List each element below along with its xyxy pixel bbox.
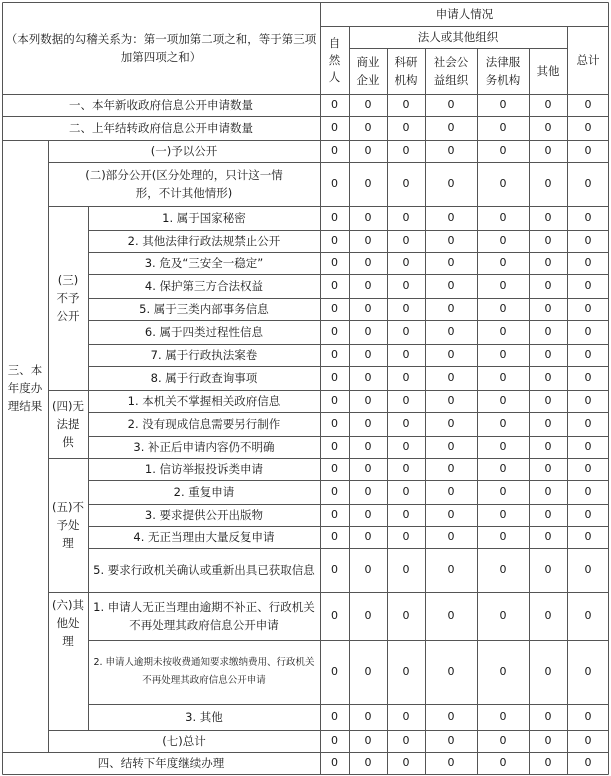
row-not-disclosed-7-value-5: 0 [544,348,552,361]
row-partial-disclosure-value-0: 0 [331,177,338,190]
row-not-disclosed-8-value-3: 0 [447,371,455,384]
row-other-1-value-3: 0 [447,609,455,622]
row-not-disclosed-4-value-3: 0 [447,279,455,292]
item-not-disclosed-2: 2. 其他法律行政法规禁止公开 [127,234,281,248]
row-not-disclosed-7-value-2: 0 [402,348,410,361]
row-not-processed-5-value-5: 0 [544,563,552,576]
item-not-processed-4: 4. 无正当理由大量反复申请 [133,530,275,544]
row-new-applications-value-3: 0 [447,98,455,111]
item-unable-1: 1. 本机关不掌握相关政府信息 [127,394,281,408]
row-not-disclosed-1-value-5: 0 [544,211,552,224]
row-not-processed-2-value-6: 0 [584,485,592,498]
row-not-disclosed-4-value-2: 0 [402,279,410,292]
row-full-disclosure-value-2: 0 [402,144,410,157]
row-carry-forward-value-2: 0 [402,756,410,769]
row-not-disclosed-4-value-6: 0 [584,279,592,292]
row-not-processed-4-value-4: 0 [499,530,507,543]
item-unable-2: 2. 没有现成信息需要另行制作 [127,417,281,431]
row-new-applications-value-5: 0 [544,98,552,111]
row-unable-2-value-4: 0 [499,417,507,430]
row-not-processed-3-value-0: 0 [331,508,338,521]
row-not-disclosed-6-value-3: 0 [447,325,455,338]
row-not-processed-2-value-0: 0 [331,485,338,498]
row-unable-3-value-4: 0 [499,440,507,453]
section-results-label: 三、本年度办理结果 [7,363,43,413]
row-unable-1-value-0: 0 [331,394,338,407]
row-carry-forward-value-1: 0 [364,756,372,769]
row-not-processed-5-value-4: 0 [499,563,507,576]
row-not-processed-1-value-3: 0 [447,462,455,475]
row-other-3-value-0: 0 [331,710,338,723]
item-not-processed-1: 1. 信访举报投诉类申请 [144,462,264,476]
row-carry-forward-value-5: 0 [544,756,552,769]
header-commercial: 商业企业 [356,55,380,87]
row-not-disclosed-7-value-6: 0 [584,348,592,361]
row-new-applications-value-4: 0 [499,98,507,111]
row-not-disclosed-3-value-6: 0 [584,256,592,269]
row-unable-2-value-1: 0 [364,417,372,430]
row-not-disclosed-6-value-0: 0 [331,325,338,338]
row-unable-1-value-2: 0 [402,394,410,407]
row-not-disclosed-5-value-6: 0 [584,302,592,315]
row-partial-disclosure: (二)部分公开(区分处理的，只计这一情形，不计其他情形) [85,168,283,200]
row-not-disclosed-5-value-1: 0 [364,302,372,315]
row-not-processed-1-value-1: 0 [364,462,372,475]
row-grand-total-value-3: 0 [447,734,455,747]
row-new-applications-value-0: 0 [331,98,338,111]
row-other-2-value-2: 0 [402,665,410,678]
row-unable-3-value-5: 0 [544,440,552,453]
row-not-processed-1-value-6: 0 [584,462,592,475]
row-unable-1-value-6: 0 [584,394,592,407]
row-unable-2-value-5: 0 [544,417,552,430]
row-not-disclosed-2-value-3: 0 [447,234,455,247]
row-not-processed-3-value-2: 0 [402,508,410,521]
row-not-processed-2-value-5: 0 [544,485,552,498]
row-unable-3-value-1: 0 [364,440,372,453]
group-unable-label: (四)无法提供 [52,399,84,449]
row-partial-disclosure-value-4: 0 [499,177,507,190]
header-note: （本列数据的勾稽关系为：第一项加第二项之和，等于第三项加第四项之和） [5,32,317,64]
row-not-disclosed-1-value-4: 0 [499,211,507,224]
row-grand-total: (七)总计 [162,734,206,748]
row-full-disclosure-value-1: 0 [364,144,372,157]
row-not-disclosed-1-value-0: 0 [331,211,338,224]
header-legal-service: 法律服务机构 [485,55,521,87]
row-full-disclosure-value-3: 0 [447,144,455,157]
row-unable-2-value-2: 0 [402,417,410,430]
row-other-2-value-5: 0 [544,665,552,678]
row-carry-forward-value-4: 0 [499,756,507,769]
item-not-disclosed-3: 3. 危及“三安全一稳定” [144,256,264,270]
row-not-disclosed-5-value-0: 0 [331,302,338,315]
item-not-disclosed-7: 7. 属于行政执法案卷 [150,348,258,362]
row-not-processed-3-value-5: 0 [544,508,552,521]
row-new-applications-value-1: 0 [364,98,372,111]
item-not-disclosed-5: 5. 属于三类内部事务信息 [139,302,269,316]
row-not-disclosed-3-value-5: 0 [544,256,552,269]
row-not-disclosed-1-value-3: 0 [447,211,455,224]
row-not-disclosed-8-value-4: 0 [499,371,507,384]
item-not-disclosed-8: 8. 属于行政查询事项 [150,371,258,385]
row-other-2-value-4: 0 [499,665,507,678]
group-not-disclosed-label: (三)不予公开 [56,273,80,323]
row-not-processed-2-value-2: 0 [402,485,410,498]
row-unable-3-value-0: 0 [331,440,338,453]
row-other-1-value-0: 0 [331,609,338,622]
item-not-processed-5: 5. 要求行政机关确认或重新出具已获取信息 [93,563,315,577]
row-not-disclosed-8-value-1: 0 [364,371,372,384]
row-new-applications-value-2: 0 [402,98,410,111]
row-not-disclosed-3-value-1: 0 [364,256,372,269]
row-unable-1-value-5: 0 [544,394,552,407]
row-not-disclosed-4-value-0: 0 [331,279,338,292]
row-not-disclosed-5-value-2: 0 [402,302,410,315]
header-other: 其他 [536,64,560,78]
row-not-processed-2-value-3: 0 [447,485,455,498]
row-not-disclosed-7-value-4: 0 [499,348,507,361]
row-full-disclosure-value-4: 0 [499,144,507,157]
row-full-disclosure-value-0: 0 [331,144,338,157]
row-not-disclosed-3-value-0: 0 [331,256,338,269]
row-unable-2-value-0: 0 [331,417,338,430]
row-not-disclosed-3-value-2: 0 [402,256,410,269]
group-not-processed-label: (五)不予处理 [52,500,84,550]
row-not-processed-1-value-0: 0 [331,462,338,475]
row-carried-over-value-1: 0 [364,121,372,134]
row-not-processed-4-value-6: 0 [584,530,592,543]
row-not-disclosed-2-value-2: 0 [402,234,410,247]
row-carried-over-value-5: 0 [544,121,552,134]
header-natural-person: 自然人 [328,35,341,84]
row-carry-forward-value-0: 0 [331,756,338,769]
row-other-3-value-2: 0 [402,710,410,723]
header-total: 总计 [576,53,600,67]
row-other-3-value-1: 0 [364,710,372,723]
row-other-2-value-3: 0 [447,665,455,678]
row-not-processed-4-value-3: 0 [447,530,455,543]
row-grand-total-value-0: 0 [331,734,338,747]
row-new-applications-value-6: 0 [584,98,592,111]
row-unable-2-value-6: 0 [584,417,592,430]
row-not-processed-2-value-4: 0 [499,485,507,498]
row-not-disclosed-4-value-1: 0 [364,279,372,292]
row-partial-disclosure-value-1: 0 [364,177,372,190]
row-carry-forward-value-6: 0 [584,756,592,769]
row-not-processed-3-value-1: 0 [364,508,372,521]
item-not-processed-3: 3. 要求提供公开出版物 [144,508,264,522]
row-not-disclosed-8-value-6: 0 [584,371,592,384]
row-other-3-value-4: 0 [499,710,507,723]
row-unable-1-value-1: 0 [364,394,372,407]
row-not-processed-4-value-5: 0 [544,530,552,543]
row-full-disclosure-value-6: 0 [584,144,592,157]
row-not-disclosed-3-value-3: 0 [447,256,455,269]
row-unable-3-value-2: 0 [402,440,410,453]
row-not-disclosed-4-value-5: 0 [544,279,552,292]
item-not-processed-2: 2. 重复申请 [173,485,235,499]
row-other-2-value-1: 0 [364,665,372,678]
row-unable-3-value-6: 0 [584,440,592,453]
row-not-disclosed-8-value-0: 0 [331,371,338,384]
row-grand-total-value-2: 0 [402,734,410,747]
row-not-disclosed-6-value-2: 0 [402,325,410,338]
row-unable-3-value-3: 0 [447,440,455,453]
row-not-disclosed-2-value-5: 0 [544,234,552,247]
row-not-processed-5-value-6: 0 [584,563,592,576]
row-not-disclosed-2-value-0: 0 [331,234,338,247]
row-other-1-value-6: 0 [584,609,592,622]
row-not-disclosed-2-value-1: 0 [364,234,372,247]
row-not-disclosed-8-value-5: 0 [544,371,552,384]
row-full-disclosure-value-5: 0 [544,144,552,157]
row-not-processed-4-value-2: 0 [402,530,410,543]
row-not-processed-5-value-3: 0 [447,563,455,576]
row-unable-2-value-3: 0 [447,417,455,430]
item-not-disclosed-6: 6. 属于四类过程性信息 [144,325,264,339]
row-not-processed-3-value-3: 0 [447,508,455,521]
row-not-processed-3-value-4: 0 [499,508,507,521]
row-not-processed-5-value-0: 0 [331,563,338,576]
row-not-processed-1-value-4: 0 [499,462,507,475]
header-research: 科研机构 [394,55,418,87]
row-other-1-value-5: 0 [544,609,552,622]
item-not-disclosed-1: 1. 属于国家秘密 [162,211,246,225]
header-social: 社会公益组织 [433,55,469,87]
row-new-applications: 一、本年新收政府信息公开申请数量 [69,98,253,112]
row-other-1-value-4: 0 [499,609,507,622]
row-partial-disclosure-value-5: 0 [544,177,552,190]
row-not-disclosed-6-value-1: 0 [364,325,372,338]
row-grand-total-value-1: 0 [364,734,372,747]
row-not-processed-1-value-5: 0 [544,462,552,475]
row-not-disclosed-4-value-4: 0 [499,279,507,292]
row-not-disclosed-1-value-2: 0 [402,211,410,224]
row-not-disclosed-6-value-6: 0 [584,325,592,338]
row-grand-total-value-6: 0 [584,734,592,747]
row-carry-forward-value-3: 0 [447,756,455,769]
row-not-disclosed-2-value-4: 0 [499,234,507,247]
row-not-disclosed-8-value-2: 0 [402,371,410,384]
row-not-processed-1-value-2: 0 [402,462,410,475]
row-carried-over-value-2: 0 [402,121,410,134]
row-not-disclosed-1-value-6: 0 [584,211,592,224]
row-grand-total-value-4: 0 [499,734,507,747]
row-not-disclosed-2-value-6: 0 [584,234,592,247]
row-partial-disclosure-value-2: 0 [402,177,410,190]
item-other-2: 2. 申请人逾期未按收费通知要求缴纳费用、行政机关不再处理其政府信息公开申请 [93,657,315,686]
row-not-processed-2-value-1: 0 [364,485,372,498]
row-other-2-value-6: 0 [584,665,592,678]
row-other-1-value-2: 0 [402,609,410,622]
row-carried-over-value-3: 0 [447,121,455,134]
row-other-2-value-0: 0 [331,665,338,678]
row-not-disclosed-3-value-4: 0 [499,256,507,269]
row-carried-over-value-0: 0 [331,121,338,134]
row-not-disclosed-6-value-4: 0 [499,325,507,338]
header-applicant: 申请人情况 [435,7,494,21]
row-not-disclosed-7-value-3: 0 [447,348,455,361]
row-not-processed-4-value-0: 0 [331,530,338,543]
row-not-disclosed-7-value-1: 0 [364,348,372,361]
row-not-disclosed-7-value-0: 0 [331,348,338,361]
row-other-3-value-6: 0 [584,710,592,723]
row-unable-1-value-3: 0 [447,394,455,407]
row-not-disclosed-6-value-5: 0 [544,325,552,338]
header-legal-group: 法人或其他组织 [417,30,499,44]
row-not-disclosed-5-value-3: 0 [447,302,455,315]
row-carried-over-value-6: 0 [584,121,592,134]
item-not-disclosed-4: 4. 保护第三方合法权益 [144,279,264,293]
group-other-label: (六)其他处理 [52,598,84,648]
row-not-processed-5-value-2: 0 [402,563,410,576]
row-not-processed-5-value-1: 0 [364,563,372,576]
row-not-disclosed-1-value-1: 0 [364,211,372,224]
item-other-1: 1. 申请人无正当理由逾期不补正、行政机关不再处理其政府信息公开申请 [93,600,315,632]
row-partial-disclosure-value-6: 0 [584,177,592,190]
row-partial-disclosure-value-3: 0 [447,177,455,190]
row-not-processed-4-value-1: 0 [364,530,372,543]
row-carry-forward: 四、结转下年度继续办理 [97,756,225,770]
row-carried-over-value-4: 0 [499,121,507,134]
row-carried-over: 二、上年结转政府信息公开申请数量 [69,121,253,135]
row-not-disclosed-5-value-4: 0 [499,302,507,315]
row-not-disclosed-5-value-5: 0 [544,302,552,315]
item-unable-3: 3. 补正后申请内容仍不明确 [133,440,275,454]
row-other-1-value-1: 0 [364,609,372,622]
row-other-3-value-3: 0 [447,710,455,723]
item-other-3: 3. 其他 [185,710,223,724]
row-not-processed-3-value-6: 0 [584,508,592,521]
row-full-disclosure: (一)予以公开 [150,144,218,158]
row-other-3-value-5: 0 [544,710,552,723]
row-unable-1-value-4: 0 [499,394,507,407]
row-grand-total-value-5: 0 [544,734,552,747]
